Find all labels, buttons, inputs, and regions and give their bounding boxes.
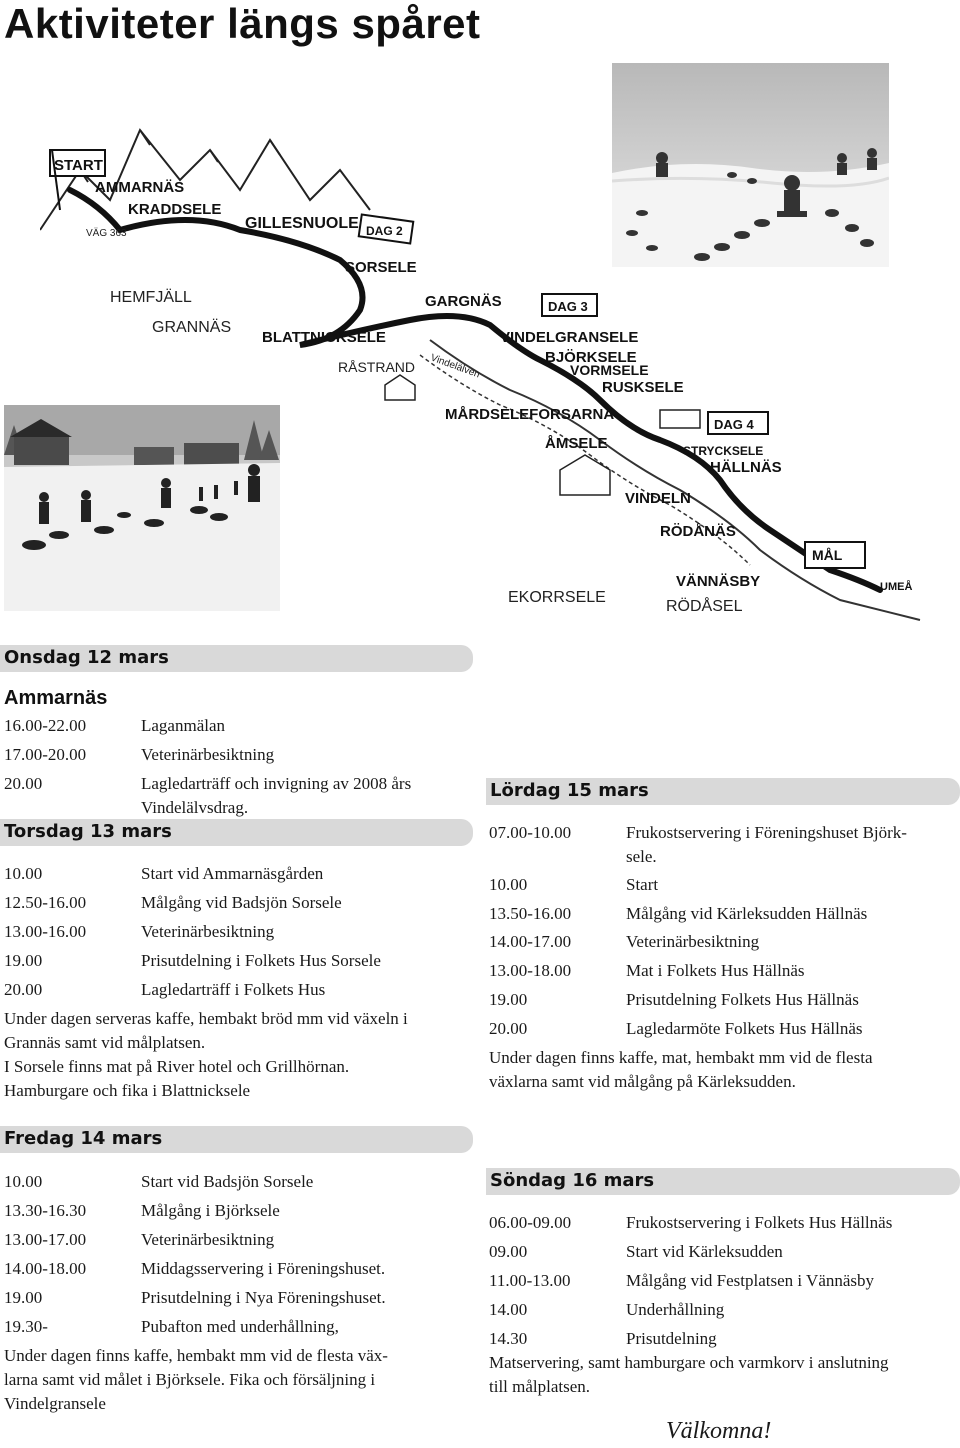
map-label-vormsele: VORMSELE [570,362,649,378]
map-label-grannas: GRANNÄS [152,319,232,336]
map-label-amsele: ÅMSELE [545,435,608,452]
map-label-rusksele: RUSKSELE [602,379,684,396]
closing-greeting: Välkomna! [666,1418,772,1444]
map-label-ekorrsele: EKORRSELE [508,589,606,606]
map-label-vindelalven: Vindelälven [428,352,482,381]
day-header-onsdag [0,645,473,672]
day-header-sondag [486,1168,960,1195]
place-ammarnas: Ammarnäs [4,687,108,709]
map-label-dag2: DAG 2 [366,224,403,238]
map-label-vindeln: VINDELN [625,490,691,507]
day-header-torsdag [0,819,473,846]
map-label-rodanas: RÖDÅNÄS [660,523,736,540]
map-label-dag3: DAG 3 [548,299,588,314]
map-label-umea: UMEÅ [880,581,913,593]
map-label-ammarnas: AMMARNÄS [95,179,185,196]
map-label-strycksele: STRYCKSELE [683,444,764,458]
map-label-sorsele: SORSELE [345,259,417,276]
lordag-note: Under dagen finns kaffe, mat, hembakt mm vid de flesta växlarna samt vid målgång på Kärleksudden. [489,1048,873,1091]
day-header-fredag [0,1126,473,1153]
map-label-kraddsele: KRADDSELE [128,201,222,218]
map-label-start: START [54,157,103,174]
map-label-rastrand: RÅSTRAND [338,359,416,375]
map-label-rodasel: RÖDÅSEL [666,598,743,615]
day-heading: Onsdag 12 mars [4,647,169,668]
map-label-hemfjall: HEMFJÄLL [110,289,192,306]
map-label-mardselforsarna: MÅRDSELEFORSARNA [445,406,615,423]
map-label-mal: MÅL [812,547,843,563]
day-header-lordag [486,778,960,805]
day-heading: Lördag 15 mars [490,780,649,801]
map-label-vag: VÄG 363 [86,228,127,239]
map-label-vannasby: VÄNNÄSBY [676,573,761,590]
map-label-hallnas: HÄLLNÄS [710,459,782,476]
map-label-bjorksele: BJÖRKSELE [545,349,637,366]
map-label-dag4: DAG 4 [714,417,754,432]
sondag-note: Matservering, samt hamburgare och varmkorv i anslutning till målplatsen. [489,1353,889,1396]
day-heading: Söndag 16 mars [490,1170,655,1191]
torsdag-note: Under dagen serveras kaffe, hembakt bröd mm vid växeln i Grannäs samt vid målplatsen. I Sorsele finns mat på River hotel och Grillhörnan. Hamburgare och fika i Blattnicksele [4,1009,408,1100]
page-title: Aktiviteter längs spåret [4,0,481,47]
day-heading: Fredag 14 mars [4,1128,163,1149]
map-label-gillesnuole: GILLESNUOLE [245,215,359,232]
fredag-note: Under dagen finns kaffe, hembakt mm vid de flesta väx- larna samt vid målet i Björksele. Fika och försäljning i Vindelgransele [4,1346,388,1413]
map-label-gargnas: GARGNÄS [425,293,502,310]
day-heading: Torsdag 13 mars [4,821,172,842]
map-label-vindelgransele: VINDELGRANSELE [500,329,639,346]
route-map [40,110,950,630]
map-label-blattnicksele: BLATTNICKSELE [262,329,386,346]
